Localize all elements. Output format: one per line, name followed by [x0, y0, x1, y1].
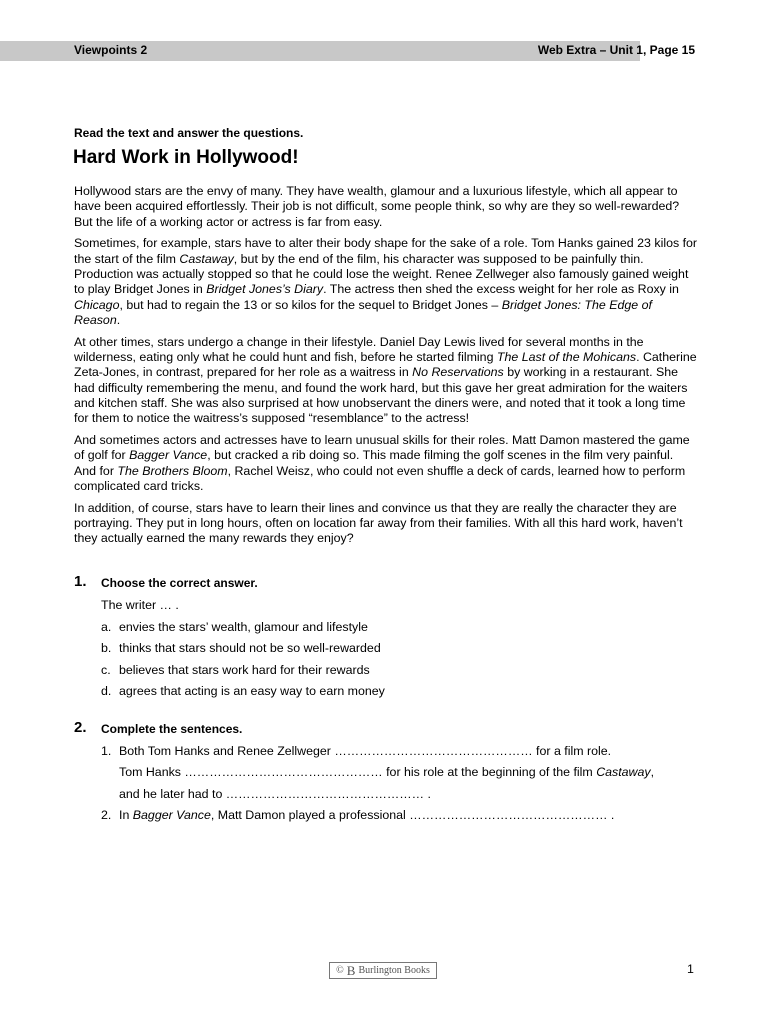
option-a-text: envies the stars’ wealth, glamour and lifestyle: [119, 620, 368, 634]
option-d-text: agrees that acting is an easy way to earn money: [119, 684, 385, 698]
option-b-text: thinks that stars should not be so well-rewarded: [119, 641, 381, 655]
page-number: 1: [687, 962, 694, 976]
item-1-number: 1.: [101, 744, 112, 758]
option-d-letter: d.: [101, 684, 112, 698]
publisher-logo: [329, 962, 437, 979]
question-1-stem: The writer … .: [101, 598, 179, 612]
item-2-line: In Bagger Vance, Matt Damon played a professional ………………………………………… .: [119, 808, 615, 822]
paragraph-4: And sometimes actors and actresses have to learn unusual skills for their roles. Matt Damon mastered the game of golf for Bagger Vance, but cracked a rib doing so. This made filming the golf scenes in the film very painful. And for The Brothers Bloom, Rachel Weisz, who could not even shuffle a deck of cards, learned how to perform complicated card tricks.: [74, 432, 690, 493]
paragraph-5: In addition, of course, stars have to learn their lines and convince us that they are really the character they are portraying. They put in long hours, often on location far away from their families. With all this hard work, haven’t they actually earned the many rewards they enjoy?: [74, 500, 683, 546]
option-c-letter: c.: [101, 663, 111, 677]
option-b-letter: b.: [101, 641, 112, 655]
option-c-text: believes that stars work hard for their rewards: [119, 663, 370, 677]
copyright-symbol: ©: [336, 965, 344, 976]
item-1-line-1: Both Tom Hanks and Renee Zellweger ………………………………………… for a film role.: [119, 744, 612, 758]
unit-page-reference: Web Extra – Unit 1, Page 15: [537, 43, 695, 57]
publisher-name: Burlington Books: [358, 965, 430, 976]
question-1-number: 1.: [74, 573, 87, 590]
item-2-number: 2.: [101, 808, 112, 822]
question-1-heading: Choose the correct answer.: [101, 576, 258, 590]
article-body: [74, 184, 698, 553]
item-1-line-3: and he later had to ………………………………………… .: [119, 787, 431, 801]
question-2-heading: Complete the sentences.: [101, 722, 243, 736]
question-2-number: 2.: [74, 719, 87, 736]
item-1-line-2: Tom Hanks ………………………………………… for his role at the beginning of the film Castaway,: [119, 765, 655, 779]
book-title: Viewpoints 2: [74, 43, 148, 57]
paragraph-3: At other times, stars undergo a change in their lifestyle. Daniel Day Lewis lived for several months in the wilderness, eating only what he could hunt and fish, before he started filming The Last of the Mohicans. Catherine Zeta-Jones, in contrast, prepared for her role as a waitress in No Reservations by working in a restaurant. She had difficulty remembering the menu, and found the work hard, but this gave her great admiration for the waiters and kitchen staff. She was also surprised at how unobservant the diners were, and noted that it took a long time for them to notice the waitress’s supposed “resemblance” to the actress!: [74, 334, 697, 426]
article-title: Hard Work in Hollywood!: [73, 147, 299, 168]
paragraph-1: Hollywood stars are the envy of many. They have wealth, glamour and a luxurious lifestyle, which all appear to have been acquired effortlessly. Their job is not difficult, some people think, so why are they so well-rewarded? But the life of a working actor or actress is far from easy.: [74, 184, 680, 229]
paragraph-2: Sometimes, for example, stars have to alter their body shape for the sake of a role. Tom Hanks gained 23 kilos for the start of the film Castaway, but by the end of the film, his character was supposed to be painfully thin. Production was actually stopped so that he could lose the weight. Renee Zellweger also famously gained weight to play Bridget Jones in Bridget Jones’s Diary. The actress then shed the excess weight for her role as Roxy in Chicago, but had to regain the 13 or so kilos for the sequel to Bridget Jones – Bridget Jones: The Edge of Reason.: [74, 236, 698, 327]
burlington-logo-icon: B: [346, 962, 356, 978]
instruction: Read the text and answer the questions.: [74, 126, 304, 140]
option-a-letter: a.: [101, 620, 112, 634]
